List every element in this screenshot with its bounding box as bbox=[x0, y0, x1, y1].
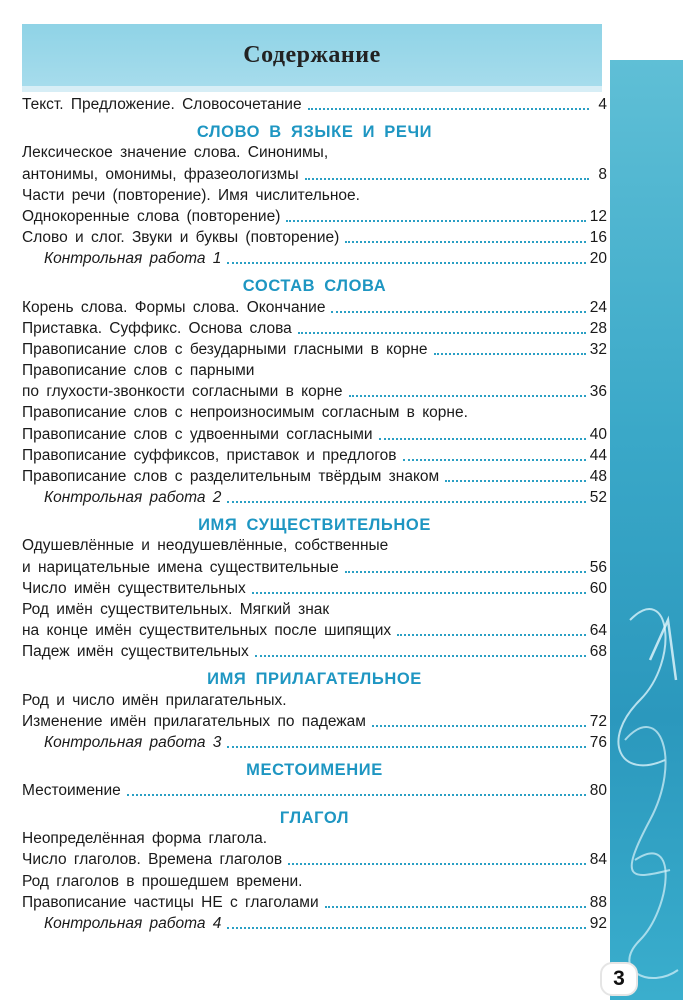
dot-leader bbox=[349, 395, 586, 397]
dot-leader bbox=[345, 571, 586, 573]
dot-leader bbox=[379, 438, 586, 440]
toc-entry bbox=[22, 318, 607, 339]
toc-entry bbox=[22, 780, 607, 801]
decorative-side-band bbox=[610, 60, 683, 1000]
dot-leader bbox=[127, 794, 586, 796]
dot-leader bbox=[305, 178, 589, 180]
toc-entry bbox=[22, 163, 607, 184]
toc-page-number: 24 bbox=[589, 298, 607, 316]
toc-entry bbox=[22, 94, 607, 115]
calligraphy-decoration bbox=[610, 60, 683, 1000]
toc-page-number: 12 bbox=[589, 207, 607, 225]
toc-page-number: 8 bbox=[598, 165, 607, 183]
toc-entry bbox=[22, 402, 607, 423]
toc-entry bbox=[22, 849, 607, 870]
toc-entry bbox=[22, 339, 607, 360]
toc-page-number: 76 bbox=[589, 733, 607, 751]
toc-page-number: 36 bbox=[589, 383, 607, 401]
toc-page-number: 68 bbox=[589, 643, 607, 661]
toc-entry-text: Однокоренные слова (повторение) bbox=[22, 207, 281, 225]
toc-test-entry bbox=[22, 913, 607, 934]
toc-entry bbox=[22, 535, 607, 556]
toc-page-number: 32 bbox=[589, 340, 607, 358]
toc-entry bbox=[22, 599, 607, 620]
toc-entry bbox=[22, 689, 607, 710]
toc-page-number: 48 bbox=[589, 468, 607, 485]
toc-entry-text: Лексическое значение слова. Синонимы, bbox=[22, 144, 329, 162]
toc-entry-text: Контрольная работа 4 bbox=[44, 915, 222, 932]
table-of-contents bbox=[22, 94, 607, 934]
dot-leader bbox=[308, 108, 589, 110]
toc-entry bbox=[22, 206, 607, 227]
toc-entry-text: Корень слова. Формы слова. Окончание bbox=[22, 298, 326, 316]
toc-entry-text: Правописание слов с парными bbox=[22, 362, 255, 380]
toc-entry bbox=[22, 227, 607, 248]
section-heading: СОСТАВ СЛОВА bbox=[242, 277, 387, 296]
section-heading: ИМЯ ПРИЛАГАТЕЛЬНОЕ bbox=[207, 670, 422, 689]
toc-entry bbox=[22, 711, 607, 732]
toc-test-entry bbox=[22, 248, 607, 269]
dot-leader bbox=[397, 634, 586, 636]
dot-leader bbox=[331, 311, 585, 313]
toc-entry-text: Правописание слов с разделительным твёрдым знаком bbox=[22, 468, 440, 485]
dot-leader bbox=[227, 746, 585, 748]
toc-entry bbox=[22, 578, 607, 599]
toc-page-number: 64 bbox=[589, 622, 607, 640]
toc-entry bbox=[22, 142, 607, 163]
toc-entry bbox=[22, 556, 607, 577]
toc-entry-text: Правописание слов с безударными гласными в корне bbox=[22, 340, 428, 358]
toc-entry bbox=[22, 296, 607, 317]
toc-page-number: 28 bbox=[589, 319, 607, 337]
toc-entry bbox=[22, 620, 607, 641]
section-heading: ИМЯ СУЩЕСТВИТЕЛЬНОЕ bbox=[198, 516, 431, 535]
page-number: 3 bbox=[600, 962, 638, 996]
toc-page-number: 4 bbox=[598, 96, 607, 114]
dot-leader bbox=[403, 459, 586, 461]
toc-entry-text: Части речи (повторение). Имя числительное. bbox=[22, 186, 360, 204]
dot-leader bbox=[255, 655, 586, 657]
section-heading: СЛОВО В ЯЗЫКЕ И РЕЧИ bbox=[196, 123, 433, 142]
dot-leader bbox=[252, 592, 586, 594]
toc-entry bbox=[22, 466, 607, 487]
toc-entry-text: Правописание слов с удвоенными согласными bbox=[22, 425, 373, 443]
toc-entry-text: Изменение имён прилагательных по падежам bbox=[22, 712, 366, 730]
toc-page-number: 44 bbox=[589, 446, 607, 464]
dot-leader bbox=[372, 725, 586, 727]
toc-entry-text: Число имён существительных bbox=[22, 579, 246, 597]
toc-entry-text: и нарицательные имена существительные bbox=[22, 558, 339, 576]
toc-entry bbox=[22, 381, 607, 402]
dot-leader bbox=[434, 353, 586, 355]
section-heading: МЕСТОИМЕНИЕ bbox=[246, 760, 383, 779]
toc-entry bbox=[22, 828, 607, 849]
toc-page-number: 92 bbox=[589, 915, 607, 932]
toc-entry-text: Местоимение bbox=[22, 782, 121, 800]
toc-entry bbox=[22, 870, 607, 891]
toc-entry-text: Приставка. Суффикс. Основа слова bbox=[22, 319, 292, 337]
toc-entry-text: Неопределённая форма глагола. bbox=[22, 830, 268, 848]
toc-entry-text: Контрольная работа 2 bbox=[44, 489, 222, 507]
toc-entry-text: Текст. Предложение. Словосочетание bbox=[22, 96, 302, 114]
toc-page-number: 20 bbox=[589, 250, 607, 268]
dot-leader bbox=[288, 863, 586, 865]
toc-page-number: 60 bbox=[589, 579, 607, 597]
toc-entry-text: Род и число имён прилагательных. bbox=[22, 691, 287, 709]
toc-test-entry bbox=[22, 732, 607, 753]
dot-leader bbox=[325, 906, 586, 908]
dot-leader bbox=[345, 241, 585, 243]
page-title: Содержание bbox=[243, 42, 381, 68]
toc-entry bbox=[22, 892, 607, 913]
dot-leader bbox=[298, 332, 586, 334]
toc-entry-text: Число глаголов. Времена глаголов bbox=[22, 851, 283, 869]
toc-test-entry bbox=[22, 487, 607, 508]
toc-entry-text: Слово и слог. Звуки и буквы (повторение) bbox=[22, 229, 340, 247]
toc-entry bbox=[22, 185, 607, 206]
toc-entry-text: Правописание суффиксов, приставок и предлогов bbox=[22, 446, 397, 464]
toc-entry bbox=[22, 423, 607, 444]
toc-entry-text: Правописание слов с непроизносимым согласным в корне. bbox=[22, 404, 468, 422]
dot-leader bbox=[286, 220, 585, 222]
toc-entry-text: Правописание частицы НЕ с глаголами bbox=[22, 893, 319, 911]
toc-page-number: 80 bbox=[589, 782, 607, 800]
toc-page-number: 84 bbox=[589, 851, 607, 869]
toc-entry-text: антонимы, омонимы, фразеологизмы bbox=[22, 165, 299, 183]
toc-entry bbox=[22, 360, 607, 381]
toc-entry-text: Контрольная работа 1 bbox=[44, 250, 222, 268]
toc-entry-text: Одушевлённые и неодушевлённые, собственные bbox=[22, 537, 389, 555]
toc-entry-text: Род имён существительных. Мягкий знак bbox=[22, 600, 330, 618]
dot-leader bbox=[227, 927, 585, 929]
section-heading: ГЛАГОЛ bbox=[279, 809, 350, 828]
toc-entry-text: Падеж имён существительных bbox=[22, 643, 249, 661]
dot-leader bbox=[227, 501, 585, 503]
toc-page-number: 40 bbox=[589, 425, 607, 443]
toc-page-number: 52 bbox=[589, 489, 607, 507]
toc-page-number: 16 bbox=[589, 229, 607, 247]
toc-entry bbox=[22, 641, 607, 662]
toc-entry-text: Контрольная работа 3 bbox=[44, 733, 222, 751]
toc-page-number: 56 bbox=[589, 558, 607, 576]
toc-entry bbox=[22, 445, 607, 466]
dot-leader bbox=[445, 480, 586, 482]
toc-page-number: 72 bbox=[589, 712, 607, 730]
toc-entry-text: по глухости-звонкости согласными в корне bbox=[22, 383, 343, 401]
toc-entry-text: на конце имён существительных после шипящих bbox=[22, 622, 392, 640]
dot-leader bbox=[227, 262, 585, 264]
toc-entry-text: Род глаголов в прошедшем времени. bbox=[22, 872, 303, 890]
toc-page-number: 88 bbox=[589, 893, 607, 911]
